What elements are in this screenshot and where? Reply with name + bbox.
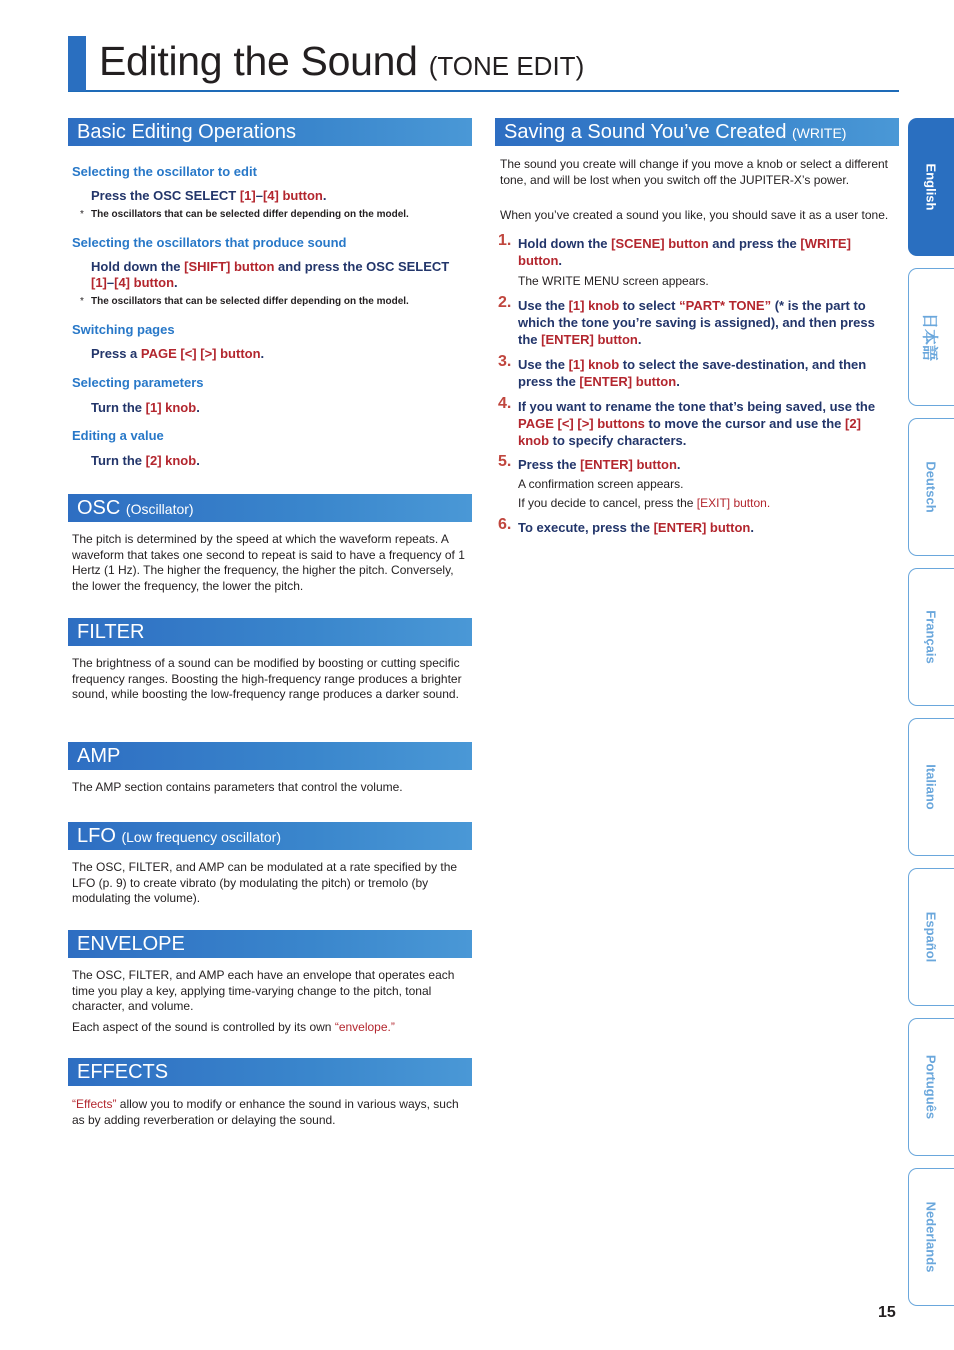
section-header-basic (68, 118, 472, 146)
osc-description: The pitch is determined by the speed at which the waveform repeats. A waveform that takes one second to repeat is said to have a frequency of 1 Hertz (1 Hz). The higher the frequency, the higher the pitch. Conversely, the lower the frequency, the lower the pitch. (72, 532, 465, 594)
instruction-fragment: To execute, press the (518, 520, 654, 535)
lfo-description: The OSC, FILTER, and AMP can be modulated at a rate specified by the LFO (p. 9) to create vibrato (by modulating the pitch) or tremolo (by modulating the volume). (72, 860, 458, 906)
page-number: 15 (878, 1304, 896, 1321)
instruction-fragment: . (196, 400, 200, 415)
asterisk-glyph: * (80, 209, 84, 220)
language-tab-label: Português (923, 1054, 939, 1120)
control-reference: [ENTER] button (579, 374, 677, 389)
step-5-note-b-pre: If you decide to cancel, press the (518, 496, 697, 510)
section-header-filter (68, 618, 472, 646)
step-number: 4. (498, 395, 512, 412)
instruction-fragment: and press the (708, 236, 801, 251)
step-5-note-a: A confirmation screen appears. (518, 477, 684, 491)
effects-description (72, 1097, 470, 1128)
page-title (99, 38, 584, 85)
section-header-saving (495, 118, 899, 146)
instruction-fragment: Hold down the (518, 236, 612, 251)
section-header-osc-sub: (Oscillator) (125, 501, 194, 517)
step-text (518, 456, 893, 473)
instruction-fragment: . (676, 374, 680, 389)
section-header-effects (68, 1058, 472, 1086)
language-tab-label: 日本語 (920, 312, 938, 362)
control-reference: [4] button (262, 188, 323, 203)
language-tab-japanese[interactable] (908, 268, 954, 406)
control-reference: [4] button (114, 275, 175, 290)
instruction-fragment: . (196, 453, 200, 468)
step-text (518, 519, 893, 536)
envelope-text-pre: Each aspect of the sound is controlled by its own (72, 1020, 335, 1034)
section-header-amp-label: AMP (77, 745, 121, 767)
instruction-fragment: . (322, 188, 327, 203)
subheading-select-oscillator: Selecting the oscillator to edit (72, 164, 257, 179)
control-reference: [SHIFT] button (184, 259, 275, 274)
instruction-fragment: Turn the (91, 453, 146, 468)
language-tab-label: Español (923, 911, 939, 963)
page-title-sub: (TONE EDIT) (428, 51, 585, 81)
step-text (518, 398, 893, 449)
instruction-fragment: Press the (518, 457, 581, 472)
instruction-fragment: . (676, 457, 681, 472)
subheading-editing-value: Editing a value (72, 428, 164, 443)
note-text: The oscillators that can be selected differ depending on the model. (91, 209, 409, 220)
language-tab-label: Français (923, 610, 939, 664)
instruction-fragment: – (106, 275, 115, 290)
section-header-lfo-label: LFO (77, 825, 116, 847)
section-header-envelope (68, 930, 472, 958)
control-reference: [<] [>] button (180, 346, 261, 361)
language-tab-english[interactable] (908, 118, 954, 256)
instruction-oscillators-produce-sound-line2 (91, 275, 178, 291)
step-number: 6. (498, 516, 512, 533)
instruction-fragment: . (558, 253, 563, 268)
language-tab-italiano[interactable] (908, 718, 954, 856)
instruction-fragment: to select (619, 298, 680, 313)
control-reference: [2] knob (518, 416, 861, 448)
instruction-fragment: . (260, 346, 265, 361)
instruction-fragment: and press the OSC SELECT (274, 259, 450, 274)
language-tab-label: Italiano (923, 764, 939, 810)
instruction-fragment: Use the (518, 298, 569, 313)
control-reference: [ENTER] button (541, 332, 638, 347)
instruction-fragment: – (255, 188, 263, 203)
language-tab-espanol[interactable] (908, 868, 954, 1006)
instruction-fragment: If you want to rename the tone that’s being saved, use the (518, 399, 876, 414)
amp-description: The AMP section contains parameters that control the volume. (72, 780, 403, 794)
section-header-amp (68, 742, 472, 770)
control-reference: PAGE (140, 346, 177, 361)
filter-description: The brightness of a sound can be modified by boosting or cutting specific frequency ranges. Boosting the high-frequency range produces a brighter sound, while boosting the low-frequency range produces a darker sound. (72, 656, 462, 702)
section-header-saving-label: Saving a Sound You’ve Created (504, 121, 787, 143)
section-header-basic-label: Basic Editing Operations (77, 121, 297, 143)
section-header-filter-label: FILTER (77, 621, 145, 643)
language-tab-deutsch[interactable] (908, 418, 954, 556)
subheading-switching-pages: Switching pages (72, 322, 175, 337)
step-5-note-b (518, 496, 770, 510)
instruction-fragment: . (750, 520, 754, 535)
language-tab-nederlands[interactable] (908, 1168, 954, 1306)
note-oscillators-model (80, 209, 409, 220)
instruction-switching-pages (91, 346, 264, 362)
subheading-oscillators-produce-sound: Selecting the oscillators that produce sound (72, 235, 347, 250)
control-reference: PAGE (518, 416, 554, 431)
control-reference: [1] knob (568, 298, 620, 313)
section-header-effects-label: EFFECTS (77, 1061, 169, 1083)
page-title-main: Editing the Sound (99, 38, 418, 84)
section-header-osc (68, 494, 472, 522)
language-tab-label: Deutsch (923, 461, 939, 513)
control-reference: [WRITE] button (518, 236, 851, 268)
instruction-fragment: Press the OSC SELECT (91, 188, 240, 203)
control-reference: “PART* TONE” (679, 298, 772, 313)
instruction-editing-value (91, 453, 200, 469)
envelope-description: The OSC, FILTER, and AMP each have an envelope that operates each time you play a key, applying time-varying change to the pitch, tonal character, and volume. (72, 968, 455, 1014)
step-number: 2. (498, 294, 512, 311)
instruction-fragment: . (174, 275, 178, 290)
instruction-fragment: Turn the (91, 400, 146, 415)
control-reference: [1] (239, 188, 256, 203)
saving-intro-2: When you’ve created a sound you like, you should save it as a user tone. (500, 208, 889, 222)
note-oscillators-model-2 (80, 296, 409, 307)
step-number: 5. (498, 453, 512, 470)
instruction-selecting-parameters (91, 400, 200, 416)
envelope-description-2 (72, 1020, 470, 1036)
instruction-oscillators-produce-sound (91, 259, 449, 275)
note-text: The oscillators that can be selected differ depending on the model. (91, 296, 409, 307)
section-header-osc-label: OSC (77, 497, 121, 519)
instruction-fragment: to select the save-destination, and then press the (518, 357, 867, 389)
instruction-fragment: Hold down the (91, 259, 185, 274)
subheading-selecting-parameters: Selecting parameters (72, 375, 204, 390)
asterisk-glyph: * (80, 296, 84, 307)
control-reference: [2] knob (145, 453, 197, 468)
section-header-saving-sub: (WRITE) (792, 125, 847, 141)
section-header-envelope-label: ENVELOPE (77, 933, 185, 955)
page-title-block (68, 36, 899, 92)
effects-term: “Effects” (72, 1097, 117, 1111)
control-reference: [<] [>] buttons (557, 416, 645, 431)
instruction-fragment: Press a (91, 346, 141, 361)
instruction-fragment: (* is the part to which the tone you’re saving is assigned), and then press the (518, 298, 875, 347)
instruction-fragment: . (637, 332, 642, 347)
envelope-term: “envelope.” (334, 1020, 395, 1034)
step-text (518, 235, 893, 269)
instruction-select-oscillator (91, 188, 327, 204)
section-header-lfo (68, 822, 472, 850)
control-reference: [ENTER] button (653, 520, 751, 535)
control-reference: [1] knob (568, 357, 620, 372)
title-accent-bar (68, 36, 86, 91)
step-number: 3. (498, 353, 512, 370)
control-reference: [SCENE] button (611, 236, 709, 251)
control-reference: [1] (91, 275, 107, 290)
language-tab-francais[interactable] (908, 568, 954, 706)
step-text (518, 356, 893, 390)
exit-button-ref: [EXIT] button. (696, 496, 771, 510)
step-number: 1. (498, 232, 512, 249)
step-text (518, 297, 893, 348)
section-header-lfo-sub: (Low frequency oscillator) (121, 829, 281, 845)
instruction-fragment: to move the cursor and use the (644, 416, 846, 431)
control-reference: [ENTER] button (580, 457, 677, 472)
language-tab-portugues[interactable] (908, 1018, 954, 1156)
control-reference: [1] knob (145, 400, 197, 415)
step-1-note: The WRITE MENU screen appears. (518, 274, 709, 288)
instruction-fragment: to specify characters. (549, 433, 687, 448)
language-tab-label: English (923, 163, 939, 211)
language-tab-label: Nederlands (923, 1201, 939, 1273)
effects-text-post: allow you to modify or enhance the sound in various ways, such as by adding reverberation or delaying the sound. (72, 1097, 459, 1127)
saving-intro-1: The sound you create will change if you move a knob or select a different tone, and will be lost when you switch off the JUPITER-X’s power. (500, 157, 889, 187)
instruction-fragment: Use the (518, 357, 569, 372)
